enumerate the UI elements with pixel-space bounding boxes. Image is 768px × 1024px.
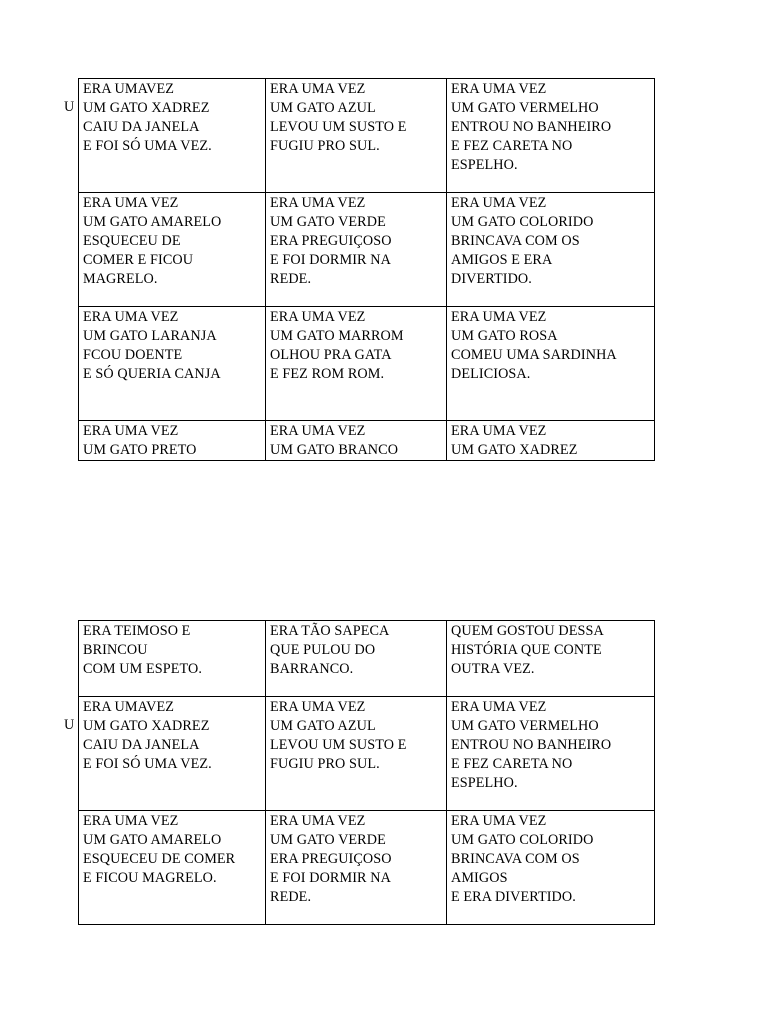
stray-letter: U <box>64 99 75 115</box>
story-cell: QUEM GOSTOU DESSA HISTÓRIA QUE CONTE OUTRA VEZ. <box>447 621 655 697</box>
story-cell: ERA UMA VEZ UM GATO VERMELHO ENTROU NO BANHEIRO E FEZ CARETA NO ESPELHO. <box>447 79 655 193</box>
story-cell: ERA TEIMOSO E BRINCOU COM UM ESPETO. <box>79 621 266 697</box>
story-cell: ERA UMA VEZ UM GATO XADREZ <box>447 421 655 461</box>
story-cell: ERA UMA VEZ UM GATO VERMELHO ENTROU NO BANHEIRO E FEZ CARETA NO ESPELHO. <box>447 697 655 811</box>
story-cell: ERA UMA VEZ UM GATO MARROM OLHOU PRA GATA E FEZ ROM ROM. <box>266 307 447 421</box>
table-row <box>79 79 655 193</box>
story-cell: ERA UMA VEZ UM GATO COLORIDO BRINCAVA COM OS AMIGOS E ERA DIVERTIDO. <box>447 811 655 925</box>
story-cell: ERA TÃO SAPECA QUE PULOU DO BARRANCO. <box>266 621 447 697</box>
story-cell: ERA UMA VEZ UM GATO AMARELO ESQUECEU DE COMER E FICOU MAGRELO. <box>79 193 266 307</box>
story-cell: ERA UMA VEZ UM GATO LARANJA FCOU DOENTE E SÓ QUERIA CANJA <box>79 307 266 421</box>
story-cell: ERA UMA VEZ UM GATO AZUL LEVOU UM SUSTO E FUGIU PRO SUL. <box>266 79 447 193</box>
story-cell: ERA UMA VEZ UM GATO BRANCO <box>266 421 447 461</box>
story-cell: ERA UMAVEZ UM GATO XADREZ CAIU DA JANELA E FOI SÓ UMA VEZ. <box>79 697 266 811</box>
story-cell: ERA UMA VEZ UM GATO AMARELO ESQUECEU DE COMER E FICOU MAGRELO. <box>79 811 266 925</box>
table-row <box>79 621 655 697</box>
story-cell: ERA UMA VEZ UM GATO VERDE ERA PREGUIÇOSO E FOI DORMIR NA REDE. <box>266 811 447 925</box>
table-row <box>79 697 655 811</box>
story-cell: ERA UMA VEZ UM GATO COLORIDO BRINCAVA COM OS AMIGOS E ERA DIVERTIDO. <box>447 193 655 307</box>
story-cell: ERA UMA VEZ UM GATO AZUL LEVOU UM SUSTO E FUGIU PRO SUL. <box>266 697 447 811</box>
table-row <box>79 811 655 925</box>
story-cell: ERA UMA VEZ UM GATO ROSA COMEU UMA SARDINHA DELICIOSA. <box>447 307 655 421</box>
story-table-top <box>78 78 655 461</box>
stray-letter: U <box>64 717 75 733</box>
table-row <box>79 193 655 307</box>
table-row <box>79 421 655 461</box>
story-table-bottom <box>78 620 655 925</box>
table-row <box>79 307 655 421</box>
story-cell: ERA UMAVEZ UM GATO XADREZ CAIU DA JANELA E FOI SÓ UMA VEZ. <box>79 79 266 193</box>
story-cell: ERA UMA VEZ UM GATO PRETO <box>79 421 266 461</box>
story-cell: ERA UMA VEZ UM GATO VERDE ERA PREGUIÇOSO E FOI DORMIR NA REDE. <box>266 193 447 307</box>
